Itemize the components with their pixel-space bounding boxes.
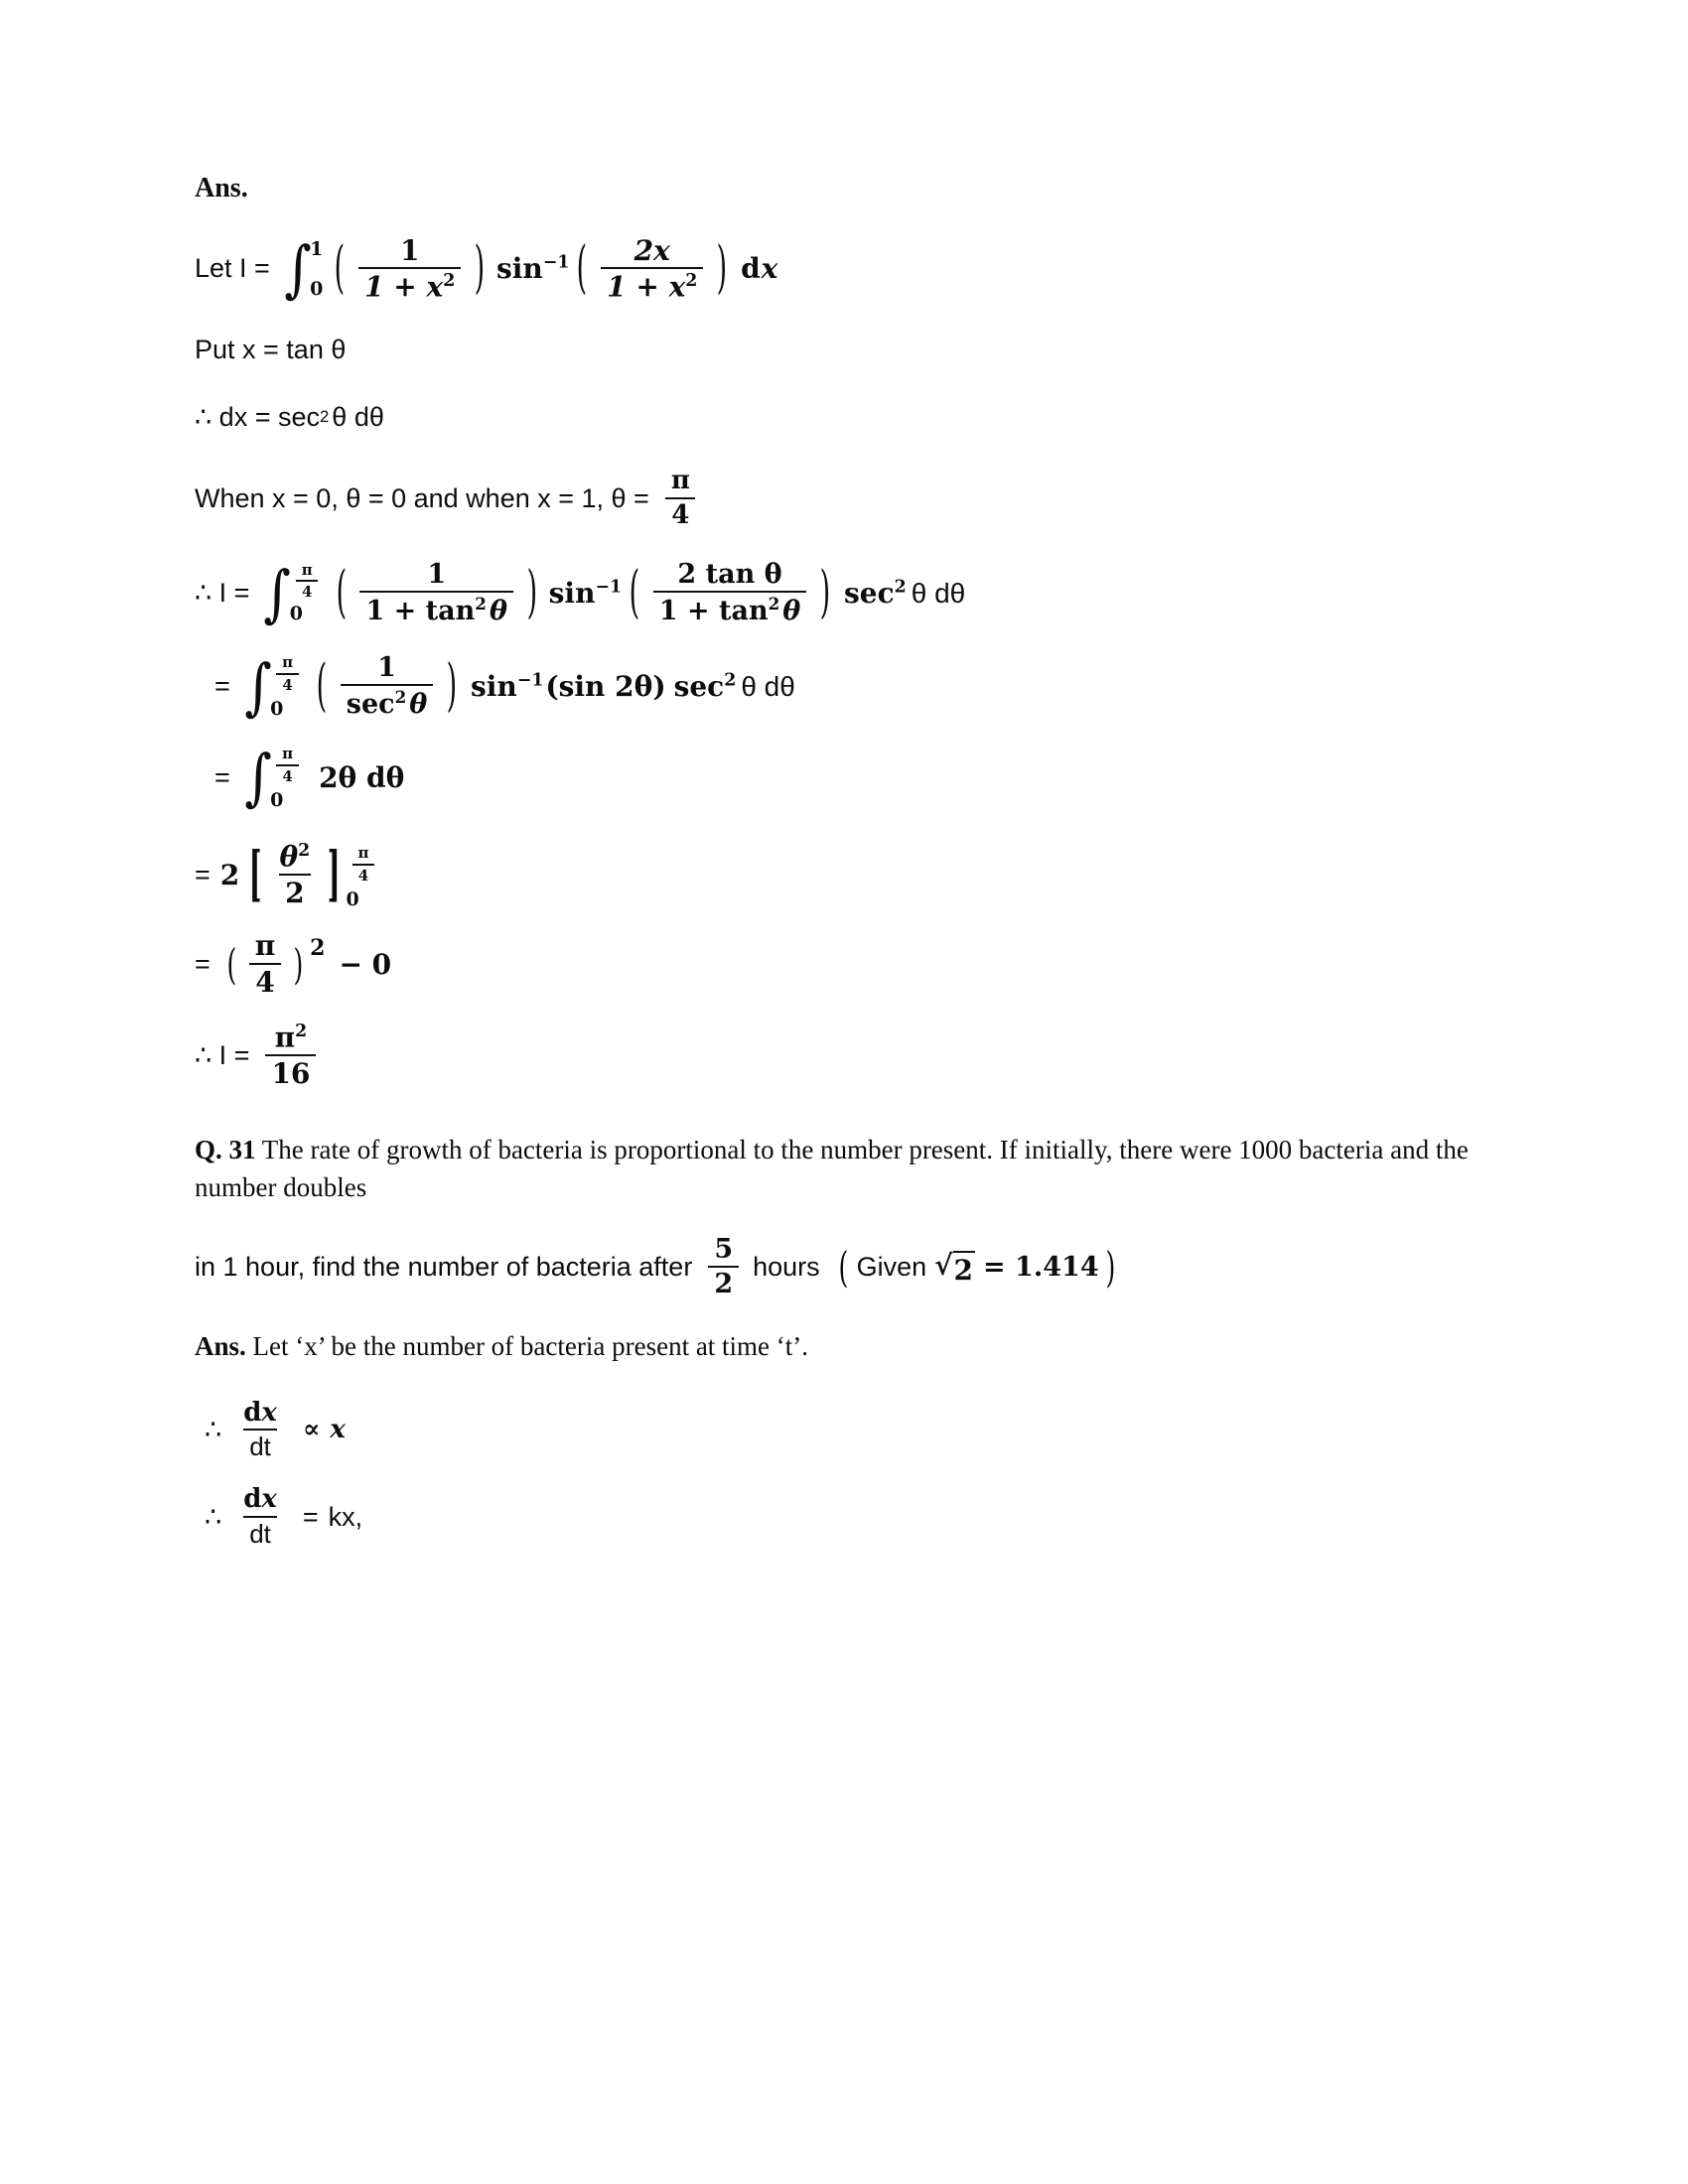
fraction-dx-over-dt-2: $\frac{dx}{dt}$ (243, 1484, 277, 1549)
document-content (195, 174, 1485, 1548)
fraction-2x-over-1plusx2: $\frac{2x}{1 + x^2}$ (601, 236, 703, 302)
sin-inverse-2: $\sin^{-1}$ (548, 577, 623, 611)
sin-inverse-1: $\sin^{-1}$ (496, 252, 570, 286)
proportionality-equation: ∴ $\frac{dx}{dt}$ ∝ x (205, 1397, 346, 1461)
differential-equation: ∴ $\frac{dx}{dt}$ = kx, (205, 1484, 363, 1549)
answer-label-1: Ans. (195, 173, 248, 204)
equation-step-2: ∴ I = ∫ $\frac{\pi}{4}$ 0 ( $\frac{1}{1 + \tan^2 \theta}$ ) $\sin^{-1}$ ( $\frac{\text{2 tan θ}}{1 + \tan^2 \theta}$ ) $\sec^2 \theta$ dθ (195, 556, 966, 629)
fraction-2tan-over-1plustan2: $\frac{\text{2 tan θ}}{1 + \tan^2 \theta}$ (653, 561, 806, 626)
sin-inverse-3: $\sin^{-1}(\sin$ 2θ) (471, 669, 666, 703)
equation-let-I: Let I = ∫ 1 0 ( $\frac{1}{1 + x^2}$ ) $\sin^{-1}$ ( $\frac{2x}{1 + x^2}$ ) dx (195, 232, 778, 306)
square-root-2: √ 2 (934, 1248, 974, 1287)
fraction-pi-over-4-limit: $\frac{\pi}{4}$ (665, 468, 696, 529)
derivative-line: ∴ dx = sec 2 θ dθ (195, 401, 384, 432)
limits-line: When x = 0, θ = 0 and when x = 1, θ = $\frac{\pi}{4}$ (195, 468, 1485, 529)
fraction-1-over-sec2: $\frac{1}{\sec^2 \theta}$ (341, 654, 434, 720)
equation-step-4: = ∫ $\frac{\pi}{4}$ 0 2θ dθ (214, 741, 405, 814)
fraction-theta2-over-2: $\frac{\theta^2}{2}$ (279, 840, 311, 909)
question-31-continued: in 1 hour, find the number of bacteria after $\frac{5}{2}$ hours ( Given √ 2 = 1.414 ) (195, 1233, 1115, 1300)
fraction-pi2-over-16: $\frac{\pi^2}{16}$ (265, 1023, 316, 1088)
sec-squared-term-3: $\sec^2 \theta$ dθ (673, 669, 795, 703)
fraction-5-over-2: $\frac{5}{2}$ (708, 1236, 739, 1299)
integral-sign-1: ∫ 1 0 (284, 232, 324, 306)
integral-sign-3: ∫ $\frac{\pi}{4}$ 0 (242, 655, 305, 717)
fraction-pi-over-4: $\frac{\pi}{4}$ (249, 931, 282, 997)
integral-sign-4: ∫ $\frac{\pi}{4}$ 0 (242, 747, 305, 808)
equation-step-power: = ( $\frac{\pi}{4}$ ) 2 − 0 (195, 929, 392, 999)
equation-step-3: = ∫ $\frac{\pi}{4}$ 0 ( $\frac{1}{\sec^2 \theta}$ ) $\sin^{-1}(\sin$ 2θ) $\sec^2 \theta$ dθ (214, 649, 795, 723)
fraction-1-over-1plustan2: $\frac{1}{1 + \tan^2 \theta}$ (359, 561, 512, 626)
equation-final-result: ∴ I = $\frac{\pi^2}{16}$ (195, 1023, 1485, 1088)
equation-step-bracket: = 2 [ $\frac{\theta^2}{2}$ ] $\frac{\pi}{4}$ 0 (195, 842, 1485, 907)
bracket-limits: $\frac{\pi}{4}$ 0 (346, 846, 380, 903)
integrand-2theta: 2θ dθ (319, 760, 405, 794)
integral-sign-2: ∫ $\frac{\pi}{4}$ 0 (261, 563, 324, 624)
sec-squared-term-2: $\sec^2 \theta$ dθ (843, 577, 966, 611)
substitution-line: Put x = tan θ (195, 334, 347, 364)
differential-dx-1: dx (741, 252, 778, 286)
answer-label-2: Ans. Let ‘x’ be the number of bacteria present at time ‘t’. (195, 1331, 809, 1362)
question-31: Q. 31 The rate of growth of bacteria is proportional to the number present. If initially, there were 1000 bacteria and the number doubles (195, 1135, 1469, 1202)
fraction-1-over-1plusx2: $\frac{1}{1 + x^2}$ (358, 236, 461, 302)
fraction-dx-over-dt-1: $\frac{dx}{dt}$ (243, 1397, 277, 1461)
